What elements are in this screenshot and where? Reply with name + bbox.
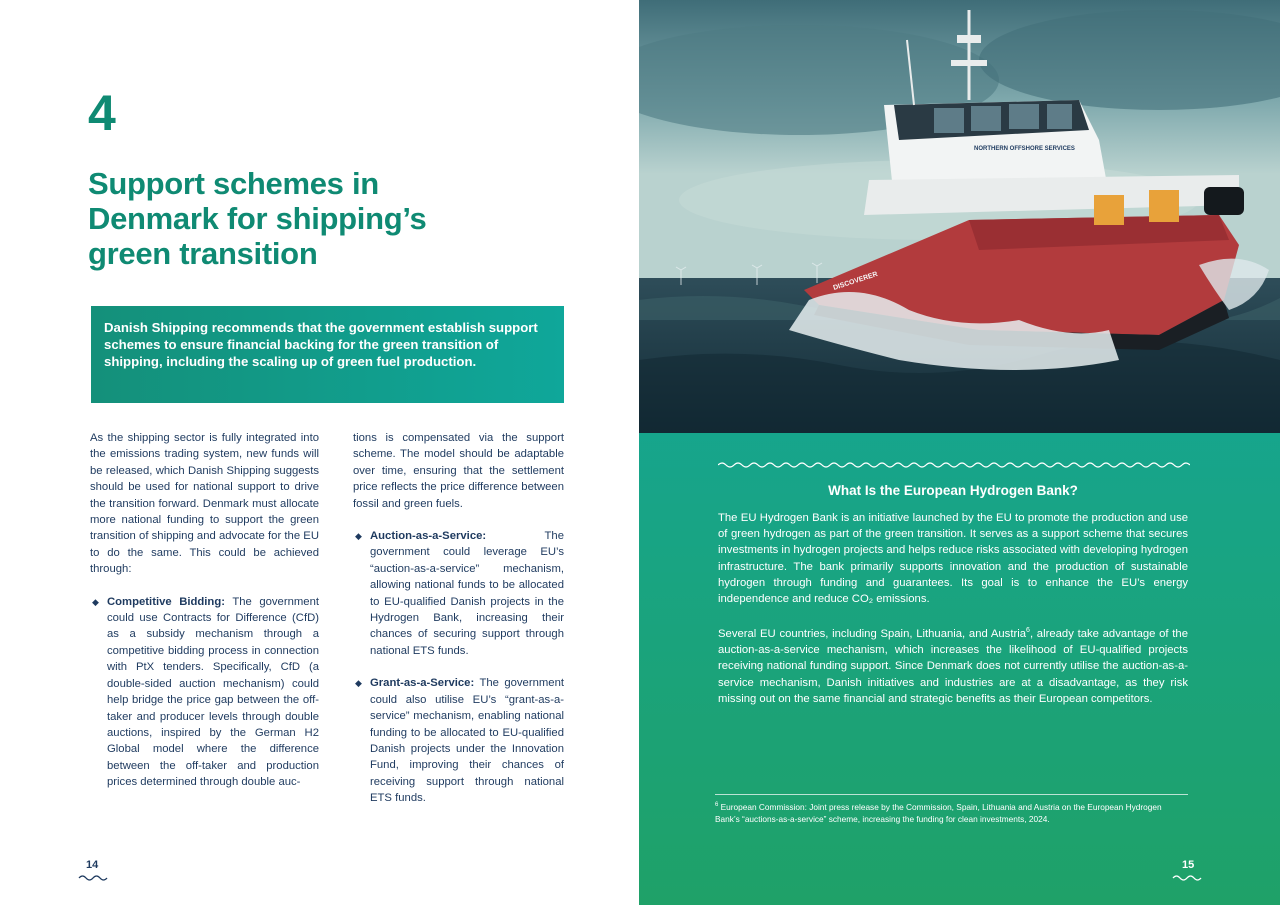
diamond-bullet-icon: ◆ <box>355 531 362 542</box>
bullet-lead: Auction-as-a-Service: <box>370 530 487 543</box>
callout-text: Danish Shipping recommends that the government establish support schemes to ensure financial backing for the green transition of shipping, including the scaling up of green fuel production. <box>104 320 538 369</box>
wave-divider-icon <box>718 460 1190 470</box>
bullet-auction-as-a-service <box>353 528 564 659</box>
diamond-bullet-icon: ◆ <box>92 596 99 607</box>
footnote-number: 6 <box>715 802 719 808</box>
vessel-name-label: NORTHERN OFFSHORE SERVICES <box>974 146 1075 152</box>
footnote-divider <box>715 794 1188 795</box>
wave-ornament-icon <box>1172 874 1202 882</box>
diamond-bullet-icon: ◆ <box>355 678 362 689</box>
bullet-competitive-bidding <box>90 594 319 791</box>
left-page <box>0 0 639 905</box>
hull-name-label: DISCOVERER <box>832 270 879 292</box>
text-column-2 <box>353 430 564 823</box>
intro-paragraph: As the shipping sector is fully integrated into the emissions trading system, new funds will be released, which Danish Shipping suggests should be used for national support to drive the transition forward. Denmark must allocate more national funding to support the green transition of shipping and advocate for the EU to do the same. This could be achieved through: <box>90 432 319 576</box>
info-paragraph-2-start: Several EU countries, including Spain, Lithuania, and Austria <box>718 627 1027 640</box>
bullet-text: The government could use Contracts for Difference (CfD) as a subsidy mechanism through a competitive bidding process in connection with PtX tenders. Specifically, CfD (a double-sided auction mechanism) could help bridge the price gap between the off-taker and producer levels through double auctions, inspired by the German H2 Global model where the difference between the off-taker and production prices determined through double auc- <box>107 595 319 789</box>
bullet-lead: Competitive Bidding: <box>107 595 225 608</box>
bullet-text: The government could also utilise EU’s “grant-as-a-service” mechanism, enabling national funding to be allocated to EU-qualified Danish projects under the Innovation Fund, improving their chances of receiving support through national ETS funds. <box>370 677 564 805</box>
bullet-text: The government could leverage EU’s “auction-as-a-service” mechanism, allowing national funds to be allocated to EU-qualified Danish projects in the Hydrogen Bank, increasing their chances of securing support through national ETS funds. <box>370 530 564 657</box>
wave-ornament-icon <box>78 874 108 882</box>
footnote-reference: 6 <box>1026 627 1030 635</box>
ship-photo <box>639 0 1280 433</box>
callout-box <box>91 306 564 403</box>
page-number-left: 14 <box>86 859 99 871</box>
chapter-title: Support schemes in Denmark for shipping’s green transition <box>88 166 427 271</box>
info-box-title: What Is the European Hydrogen Bank? <box>828 483 1078 498</box>
info-paragraph-2 <box>718 623 1188 707</box>
right-page <box>639 0 1280 905</box>
footnote <box>715 799 1188 825</box>
footnote-text: European Commission: Joint press release by the Commission, Spain, Lithuania and Austria on the European Hydrogen Bank’s “auctions-as-a-service” scheme, increasing the funding for clean investments, 2024. <box>715 801 1162 824</box>
chapter-number: 4 <box>88 85 116 141</box>
page-number-right: 15 <box>1182 859 1195 871</box>
bullet-lead: Grant-as-a-Service: <box>370 677 475 690</box>
text-column-1 <box>90 430 319 807</box>
bullet-grant-as-a-service <box>353 675 564 806</box>
info-box-body <box>718 510 1188 723</box>
info-paragraph-1: The EU Hydrogen Bank is an initiative launched by the EU to promote the production and use of green hydrogen as part of the green transition. It serves as a support scheme that secures investments in hydrogen projects and helps reduce risks associated with developing hydrogen infrastructure. The bank primarily supports innovation and the production of sustainable hydrogen through funding and guarantees. Its goal is to enhance the EU’s energy independence and reduce CO₂ emissions. <box>718 512 1188 606</box>
continued-paragraph: tions is compensated via the support scheme. The model should be adaptable over time, ensuring that the settlement price reflects the price difference between fossil and green fuels. <box>353 432 564 510</box>
info-paragraph-2-end: , already take advantage of the auction-as-a-service mechanism, which increases the likelihood of EU-qualified projects receiving national funding support. Since Denmark does not currently utilise the auction-as-a-service mechanism, Danish initiatives and industries are at a disadvantage, as they risk missing out on the same financial and strategic benefits as their European competitors. <box>718 627 1188 705</box>
